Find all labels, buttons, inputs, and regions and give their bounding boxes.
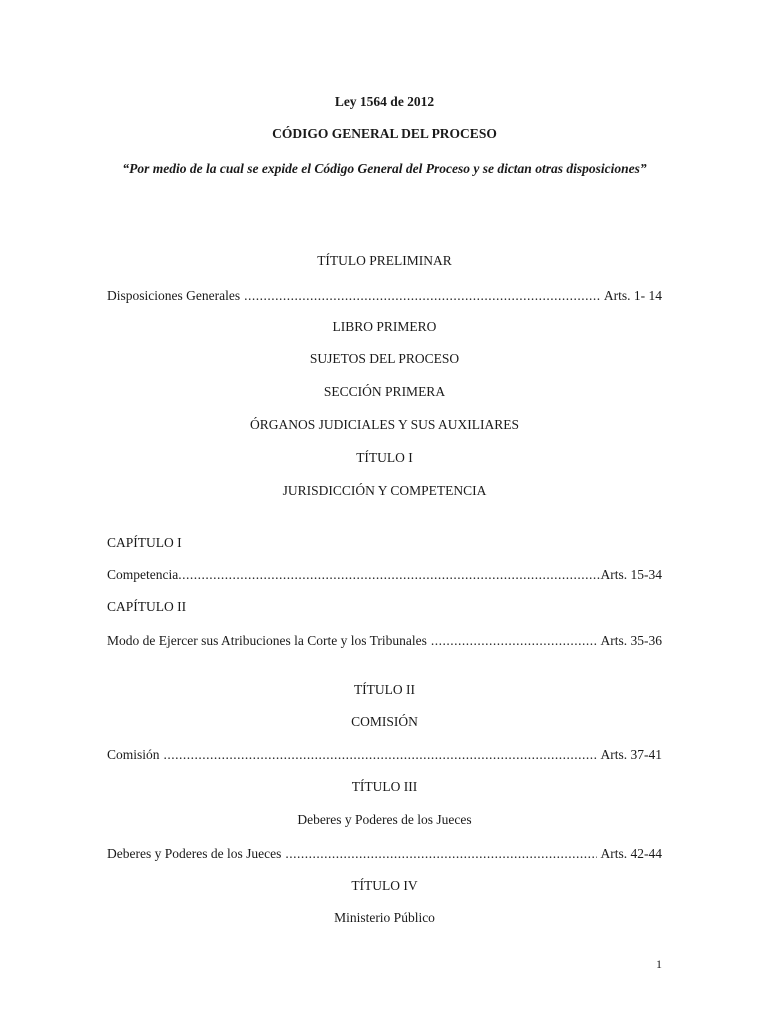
page-number: 1: [656, 957, 662, 971]
heading-capitulo-i: CAPÍTULO I: [107, 535, 182, 550]
heading-comision: COMISIÓN: [351, 714, 418, 729]
heading-libro-primero: LIBRO PRIMERO: [332, 319, 437, 334]
law-number: Ley 1564 de 2012: [334, 94, 435, 109]
heading-deberes-y-poderes: Deberes y Poderes de los Jueces: [297, 812, 472, 827]
toc-entry-comision: [107, 747, 662, 763]
heading-ministerio-publico: Ministerio Público: [334, 910, 435, 925]
toc-label: Modo de Ejercer sus Atribuciones la Corte y los Tribunales: [107, 633, 427, 648]
toc-articles: Arts. 1- 14: [603, 288, 662, 303]
heading-titulo-i: TÍTULO I: [356, 450, 413, 465]
toc-articles: Arts. 42-44: [600, 846, 662, 861]
toc-label: Competencia: [107, 567, 179, 582]
heading-titulo-iv: TÍTULO IV: [351, 878, 418, 893]
dot-leader: [164, 747, 597, 763]
dot-leader: [244, 288, 600, 304]
toc-articles: Arts. 37-41: [600, 747, 662, 762]
dot-leader: [285, 846, 596, 862]
toc-entry-modo-de-ejercer: [107, 633, 662, 649]
heading-sujetos-del-proceso: SUJETOS DEL PROCESO: [309, 351, 460, 366]
toc-entry-disposiciones: [107, 288, 662, 304]
heading-titulo-preliminar: TÍTULO PRELIMINAR: [317, 253, 452, 268]
dot-leader: [178, 567, 600, 583]
heading-seccion-primera: SECCIÓN PRIMERA: [323, 384, 446, 399]
dot-leader: [431, 633, 597, 649]
heading-organos-judiciales: ÓRGANOS JUDICIALES Y SUS AUXILIARES: [249, 417, 520, 432]
toc-label: Comisión: [107, 747, 160, 762]
toc-articles: Arts. 35-36: [600, 633, 662, 648]
heading-titulo-ii: TÍTULO II: [353, 682, 416, 697]
toc-entry-competencia: [107, 567, 662, 583]
toc-label: Deberes y Poderes de los Jueces: [107, 846, 282, 861]
heading-titulo-iii: TÍTULO III: [351, 779, 418, 794]
toc-articles: Arts. 15-34: [600, 567, 662, 582]
code-title: CÓDIGO GENERAL DEL PROCESO: [272, 126, 497, 141]
heading-jurisdiccion: JURISDICCIÓN Y COMPETENCIA: [282, 483, 487, 498]
heading-capitulo-ii: CAPÍTULO II: [107, 599, 187, 614]
toc-label: Disposiciones Generales: [107, 288, 241, 303]
document-subtitle: “Por medio de la cual se expide el Código General del Proceso y se dictan otras disposiciones”: [122, 161, 647, 176]
toc-entry-deberes-y-poderes: [107, 846, 662, 862]
